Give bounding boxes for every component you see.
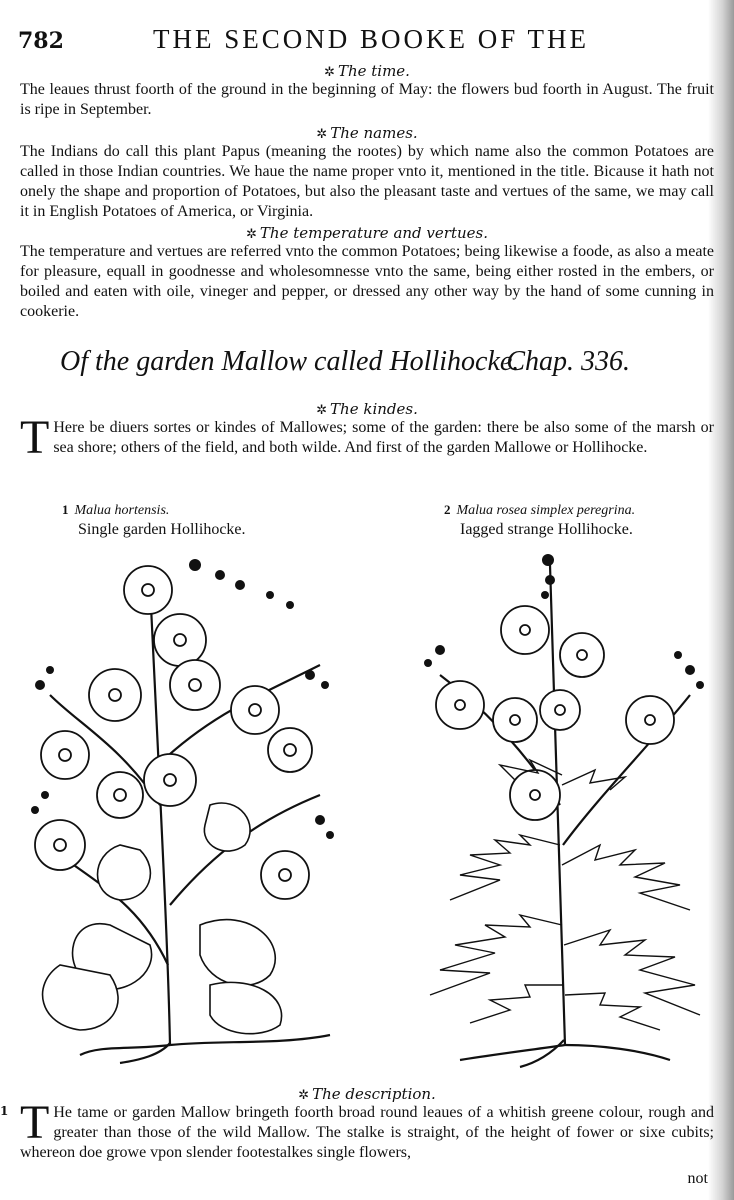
time-paragraph: The leaues thrust foorth of the ground in the beginning of May: the flowers bud foorth in August. The fruit is ripe in September.	[20, 81, 714, 118]
description-paragraph: T He tame or garden Mallow bringeth foorth broad round leaues of a whitish greene colour, rough and greater than those of the wild Mallow. The stalke is straight, of the height of fower or sixe cubits; whereon doe growe vpon slender footestalkes single flowers,	[20, 1096, 714, 1161]
chapter-number: Chap. 336.	[506, 346, 630, 377]
jagged-strange-hollyhock-woodcut	[400, 545, 715, 1070]
margin-number: 1	[0, 1104, 9, 1118]
asterism-icon: ✲	[316, 127, 328, 142]
figure-1-caption: 1 Malua hortensis. Single garden Hollihocke.	[62, 502, 246, 538]
asterism-icon: ✲	[246, 227, 257, 242]
page-header	[18, 24, 708, 60]
drop-capital: T	[20, 411, 50, 464]
asterism-icon: ✲	[316, 403, 328, 418]
running-head: THE SECOND BOOKE OF THE	[153, 24, 590, 54]
temperature-paragraph: The temperature and vertues are referred vnto the common Potatoes; being likewise a foode, as also a meate for pleasure, equall in goodnesse and wholesomnesse vnto the same, being either rosted in the embers, or boiled and eaten with oile, vineger and pepper, or dressed any other way by the hand of some cunning in cookerie.	[20, 243, 714, 320]
names-heading: ✲ The names.	[316, 124, 418, 142]
temperature-heading: ✲ The temperature and vertues.	[246, 224, 488, 242]
page-number: 782	[18, 28, 64, 54]
kindes-heading: ✲ The kindes.	[316, 400, 418, 418]
drop-capital: T	[20, 1096, 50, 1149]
time-heading: ✲ The time.	[324, 62, 410, 80]
kindes-paragraph: T Here be diuers sortes or kindes of Mallowes; some of the garden: there be also some of the marsh or sea shore; others of the field, and both wilde. And first of the garden Mallowe or Hollihocke.	[20, 411, 714, 464]
single-garden-hollyhock-woodcut	[20, 545, 350, 1065]
asterism-icon: ✲	[324, 65, 335, 80]
figure-1-english-name: Single garden Hollihocke.	[78, 521, 246, 538]
chapter-heading	[60, 346, 700, 378]
figure-2-english-name: Iagged strange Hollihocke.	[460, 521, 633, 538]
names-paragraph: The Indians do call this plant Papus (meaning the rootes) by which name also the common Potatoes are called in those Indian countries. We haue the name proper vnto it, mentioned in the title. Bicause it hath not onely the shape and proportion of Potatoes, but also the pleasant taste and vertues of the same, we may call it in English Potatoes of America, or Virginia.	[20, 143, 714, 220]
figure-2-latin-name: Malua rosea simplex peregrina.	[456, 503, 636, 518]
figure-1-latin-name: Malua hortensis.	[74, 503, 170, 518]
chapter-title: Of the garden Mallow called Hollihocke.	[60, 346, 520, 377]
catchword: not	[687, 1170, 708, 1187]
description-heading: ✲ The description.	[298, 1085, 436, 1103]
asterism-icon: ✲	[298, 1088, 310, 1103]
figure-2-caption: 2 Malua rosea simplex peregrina. Iagged strange Hollihocke.	[444, 502, 636, 538]
